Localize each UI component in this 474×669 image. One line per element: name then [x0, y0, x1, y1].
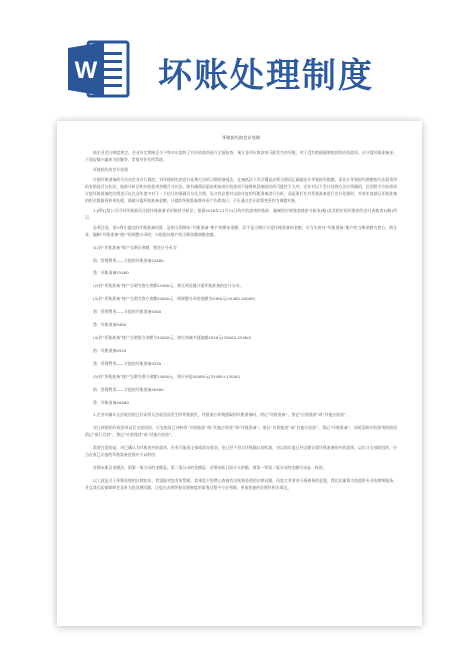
- document-heading: 坏账损失的会计处理: [222, 135, 260, 140]
- paragraph: 首期末账目余额法，则第一笔分录的金额是，第二笔分录的金额是；若期末账目部分无余额，则第一和第二笔分录的金额应该是一致的。: [93, 464, 327, 470]
- section-heading: 坏账损失的会计处理: [93, 166, 129, 172]
- paragraph: 以上就是关于坏账处理的法律知识，希望能对您有所帮助。如果您不想费心查询有关账务处理的法律问题，而您又有要求开展债务的意愿，我们店铺将为您提供专业的律师服务，并且我们店铺律师会及时为您处理问题，让您在办理坏账处理制度的事务过程中少走弯路，更加快速的处理好相关事宜。: [85, 477, 397, 490]
- journal-line: 借：坏账准备4520: [93, 347, 127, 353]
- title-banner: [0, 0, 474, 120]
- document-body: [85, 135, 397, 495]
- journal-line: 贷：坏账准备25480: [93, 270, 129, 276]
- paragraph: 必须注意，借1例计提法的坏账准备结算，是指当期期末“坏账准备”账户的期末余额，而不是当期应计提坏账准备的金额，应当先核对“坏账准备”账户的当期余额为贷方，则企业，编制“坏账准备”账户的调整分录时，应根据该账户的当期余额调整金额。: [85, 224, 397, 237]
- journal-line: 贷：坏账准备5480: [93, 322, 127, 328]
- journal-line: 借：管理费用——计提的坏账准备40480: [93, 386, 164, 392]
- page-title: 坏账处理制度: [158, 56, 374, 96]
- document-page: [57, 121, 422, 626]
- paragraph: (1)若“坏账准备”账户当期无余额，则会计分录为：: [93, 244, 181, 250]
- paragraph: 对已转销的应收款项以后又收回的，应先恢复已冲转的“应收账款”或“其他应收款”和“坏账准备”，借记“应收账款”或“其他应收款”，贷记“坏账准备”，同时反映应收款项的收回借记“银行存款”，贷记“应收账款”或“其他应收款”。: [85, 425, 397, 438]
- word-doc-icon: [66, 38, 132, 100]
- journal-line: 贷：管理费用——计提的坏账准备4520: [93, 360, 162, 366]
- svg-text:W: W: [74, 57, 98, 84]
- paragraph: (4)若“坏账准备”账户当期贷方余额为30000元，则应冲减多提取额4520元(30000-25480): [93, 334, 252, 340]
- paragraph: 1.[例1]某公司可对坏账损失计提坏账准备采用账龄分析法，根据2018年12月31日的应收款项的账龄，编制的应收账款账龄分析表(略)及其相应的坏账损失估计表如表1(略)所示：: [85, 207, 397, 220]
- paragraph: 2.企业对确实无法收回的已经证明无法收回而发生的坏账损失，经批准应冲销提取的坏账准备时，借记“坏账准备”，贷记“应收账款”或“其他应收款”。: [93, 412, 351, 418]
- journal-line: 借：管理费用——计提的坏账准备5480: [93, 309, 162, 315]
- paragraph: 按企业会计制度规定，企业应定期或至少于每年年度终了对应收款项进行全面检查，预计各项应收款项可能发生的坏账，对于没有把握能够收回的应收款项，应计提坏账准备金。下面店铺小编来为你解答，希望对你有所帮助。: [85, 149, 397, 162]
- paragraph: (5)若“坏账准备”账户当期为借方余额15000元，则应补提40480元(25480+15000): [93, 373, 241, 379]
- paragraph: 需要注意的是，对已确认为坏账的应收款项，仍有可能再全部或部分收回，但已经不符合坏账确认的标准，对以前年度已经全额计提坏账准备的应收款项，以后又全部收回的，应当在原已计提的坏账准备范围内予以转回。: [85, 445, 397, 458]
- paragraph: 计提坏账准备的方法由企业自行确定，对坏账损失的会计处理方法的习惯用备抵法，在备抵法下其关键是必须合理而正确地估计坏账损失数额，而估计坏账损失数额的方法最常用的有销货百分比法、账龄分析法和应收款项余额百分比法。除有确凿证据表明该项应收款项不能够收回或收回的可能性不大外，企业对以下会计处理方法应明确的，区别给予应收款项计提坏账准备的比例也可以在各年度中对于一个估计的准确百分比合理，而又有必要对以前年度的坏账准备进行分析，而是事后在对坏账准备进行会计处理时，对本年度减记坏账准备的相关数据资料来处理，调减计提坏账准备金额，计提的坏账准备除外资产负债表日，不应通过会计政策变更作为调整对象。: [85, 177, 397, 203]
- paragraph: (3)若“坏账准备”账户当期为贷方余额20000元，则调整分录的金额为5480元(25480-20000): [93, 296, 256, 302]
- journal-line: 借：管理费用——计提的坏账准备25480: [93, 257, 164, 263]
- paragraph: (2)若“坏账准备”账户当期为贷方余额25480元，则无须再做计提坏账准备的会计分录。: [93, 283, 244, 289]
- journal-line: 贷：坏账准备40480: [93, 399, 129, 405]
